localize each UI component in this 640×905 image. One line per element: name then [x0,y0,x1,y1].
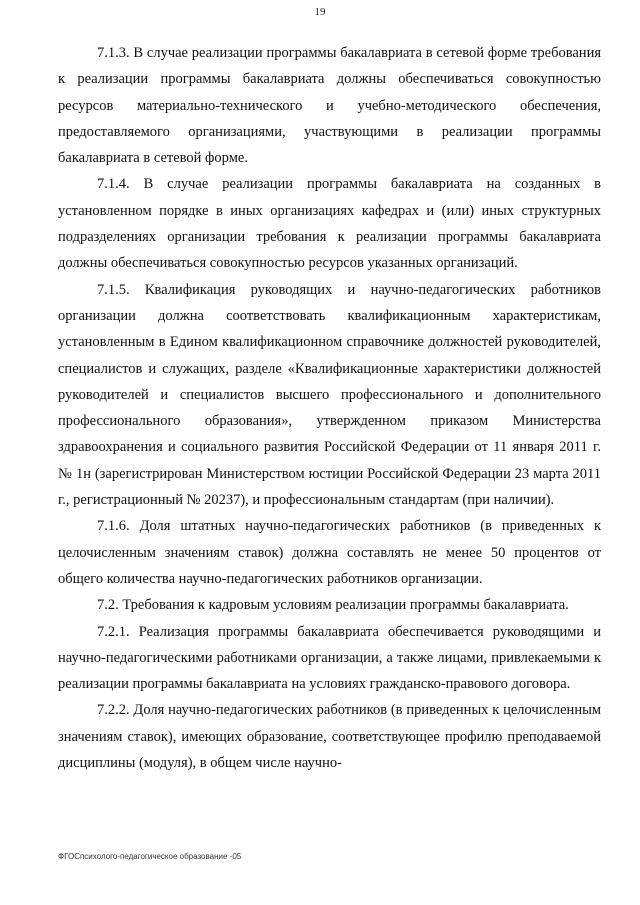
paragraph-7-1-5: 7.1.5. Квалификация руководящих и научно-педагогических работников организации должна соответствовать квалификационным характеристикам, установленным в Едином квалификационном справочнике должностей руководителей, специалистов и служащих, разделе «Квалификационные характеристики должностей руководителей и специалистов высшего профессионального и дополнительного профессионального образования», утвержденном приказом Министерства здравоохранения и социального развития Российской Федерации от 11 января 2011 г. № 1н (зарегистрирован Министерством юстиции Российской Федерации 23 марта 2011 г., регистрационный № 20237), и профессиональным стандартам (при наличии). [58,281,601,509]
paragraph-7-1-6: 7.1.6. Доля штатных научно-педагогических работников (в приведенных к целочисленным значениям ставок) должна составлять не менее 50 процентов от общего количества научно-педагогических работников организации. [58,518,601,587]
footer-note: ФГОСпсихолого-педагогическое образование -05 [58,852,242,861]
paragraph-7-2-2: 7.2.2. Доля научно-педагогических работников (в приведенных к целочисленным значениям ставок), имеющих образование, соответствующее профилю преподаваемой дисциплины (модуля), в общем числе научно- [58,702,601,772]
paragraph-7-1-4: 7.1.4. В случае реализации программы бакалавриата на созданных в установленном порядке в иных организациях кафедрах и (или) иных структурных подразделениях организации требования к реализации программы бакалавриата должны обеспечиваться совокупностью ресурсов указанных организаций. [58,176,601,272]
document-body [58,40,601,776]
page-number: 19 [314,6,326,18]
paragraph-7-1-3: 7.1.3. В случае реализации программы бакалавриата в сетевой форме требования к реализации программы бакалавриата должны обеспечиваться совокупностью ресурсов материально-технического и учебно-методического обеспечения, предоставляемого организациями, участвующими в реализации программы бакалавриата в сетевой форме. [58,45,601,167]
paragraph-7-2: 7.2. Требования к кадровым условиям реализации программы бакалавриата. [97,597,569,614]
paragraph-7-2-1: 7.2.1. Реализация программы бакалавриата обеспечивается руководящими и научно-педагогическими работниками организации, а также лицами, привлекаемыми к реализации программы бакалавриата на условиях гражданско-правового договора. [58,623,601,693]
